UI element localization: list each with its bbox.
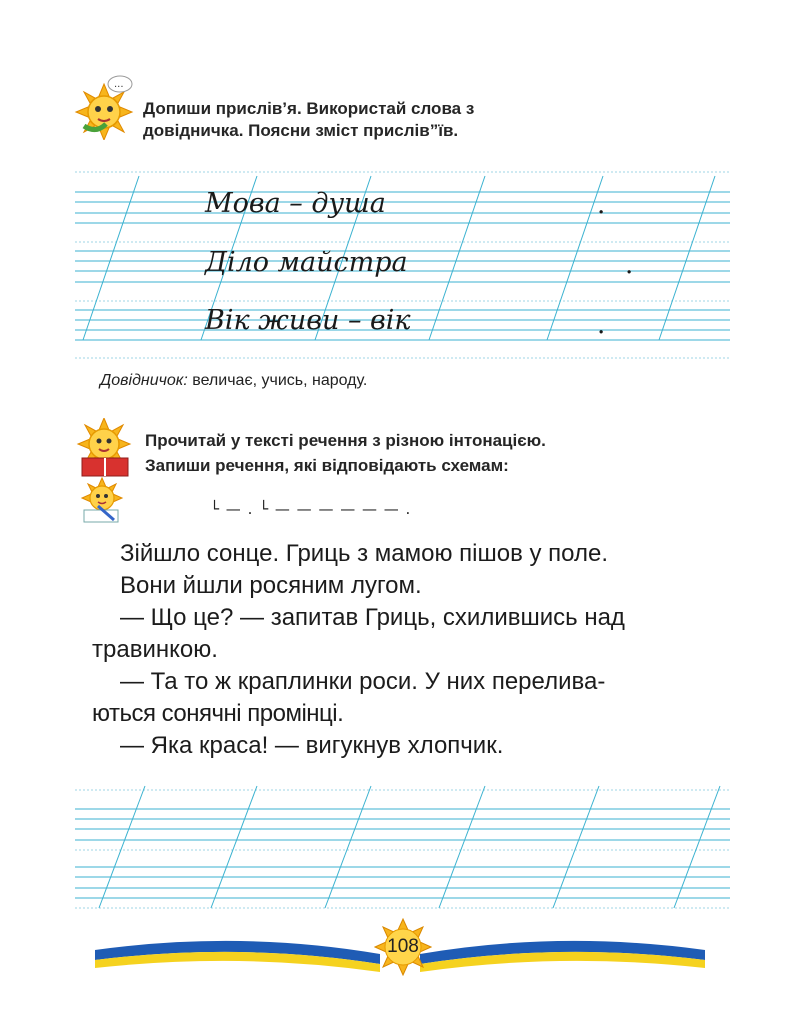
task2-line1: Прочитай у тексті речення з різною інтонацією. <box>145 431 546 450</box>
sunflower-thinking-icon <box>74 74 136 140</box>
sentence-scheme: └ — . └ — — — — — — . <box>210 500 412 518</box>
task1-line1: Допиши прислів’я. Використай слова з <box>143 99 475 118</box>
proverb-1-end: . <box>597 190 606 220</box>
task1-line2: довідничка. Поясни зміст прислів”їв. <box>143 121 459 140</box>
task2-instruction <box>145 428 705 478</box>
proverb-2-end: . <box>625 250 634 280</box>
svg-text:...: ... <box>114 79 124 90</box>
sunflower-writing-icon <box>78 476 128 524</box>
proverb-2: Діло майстра <box>205 247 408 278</box>
reference-words: величає, учись, народу. <box>187 372 368 389</box>
proverb-3: Вік живи – вік <box>205 305 411 336</box>
reference-label: Довідничок: <box>100 372 188 389</box>
reference-note <box>100 372 367 390</box>
story-line-3: — Що це? — запитав Гриць, схилившись над <box>120 604 625 631</box>
story-line-6: ються сонячні промінці. <box>92 700 344 727</box>
story-line-7: — Яка краса! — вигукнув хлопчик. <box>120 732 504 759</box>
task1-instruction <box>143 98 663 142</box>
proverb-3-end: . <box>597 310 606 340</box>
page-number: 108 <box>387 936 419 957</box>
proverb-1: Мова – душа <box>205 188 386 219</box>
story-line-2: Вони йшли росяним лугом. <box>120 572 422 599</box>
story-line-5: — Та то ж краплинки роси. У них перелива- <box>120 668 606 695</box>
story-text <box>92 538 732 762</box>
writing-lines-2 <box>75 778 730 913</box>
sunflower-reading-icon <box>72 418 138 478</box>
story-line-4: травинкою. <box>92 636 218 663</box>
story-line-1: Зійшло сонце. Гриць з мамою пішов у поле. <box>120 540 609 567</box>
task2-line2: Запиши речення, які відповідають схемам: <box>145 456 509 475</box>
